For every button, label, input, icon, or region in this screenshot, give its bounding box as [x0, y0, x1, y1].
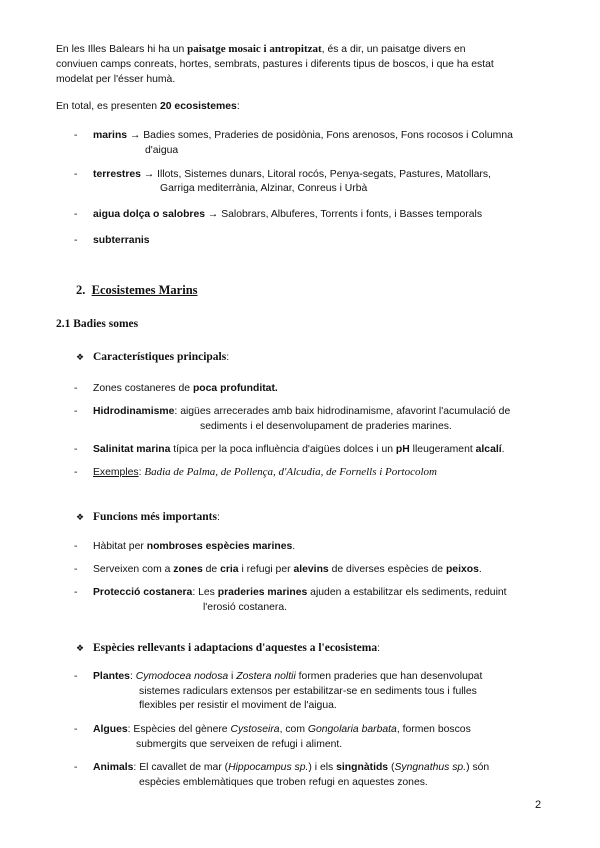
- list-item-continuation: submergits que serveixen de refugi i aliment.: [136, 739, 343, 750]
- list-dash: -: [74, 564, 78, 575]
- list-item: Hidrodinamisme: aigües arrecerades amb baix hidrodinamisme, afavorint l'acumulació de: [93, 406, 511, 417]
- list-item-continuation: flexibles per resistir el moviment de l'aigua.: [139, 700, 337, 711]
- list-dash: -: [74, 444, 78, 455]
- list-item: subterranis: [93, 235, 150, 246]
- intro-text: , és a dir, un paisatge divers en: [321, 44, 466, 55]
- list-dash: -: [74, 587, 78, 598]
- list-dash: -: [74, 762, 78, 773]
- list-item: Plantes: Cymodocea nodosa i Zostera noltii formen praderies que han desenvolupat: [93, 671, 483, 682]
- list-item: Algues: Espècies del gènere Cystoseira, com Gongolaria barbata, formen boscos: [93, 724, 471, 735]
- list-item: Hàbitat per nombroses espècies marines.: [93, 541, 296, 552]
- diamond-bullet-icon: ❖: [76, 512, 85, 522]
- list-dash: -: [74, 724, 78, 735]
- list-dash: -: [74, 541, 78, 552]
- list-dash: -: [74, 383, 78, 394]
- list-item: Salinitat marina típica per la poca influència d'aigües dolces i un pH lleugerament alcalí.: [93, 444, 505, 455]
- list-dash: -: [74, 169, 78, 180]
- subheading-funcions: Funcions més importants:: [93, 511, 220, 523]
- list-item-continuation: sistemes radiculars extensos per estabilitzar-se en sediments tous i fulles: [139, 686, 477, 697]
- page-number: 2: [535, 799, 542, 811]
- list-item: aigua dolça o salobres → Salobrars, Albuferes, Torrents i fonts, i Basses temporals: [93, 209, 483, 220]
- intro-text: En les Illes Balears hi ha un: [56, 44, 188, 55]
- list-item-continuation: sediments i el desenvolupament de praderies marines.: [200, 421, 452, 432]
- list-item: terrestres → Illots, Sistemes dunars, Litoral rocós, Penya-segats, Pastures, Matollars,: [93, 169, 491, 180]
- list-dash: -: [74, 671, 78, 682]
- subsection-heading: 2.1 Badies somes: [56, 318, 139, 330]
- list-item-continuation: Garriga mediterrània, Alzinar, Conreus i Urbà: [160, 183, 368, 194]
- list-item-continuation: d'aigua: [145, 145, 179, 156]
- list-dash: -: [74, 467, 78, 478]
- subheading-especies: Espècies rellevants i adaptacions d'aquestes a l'ecosistema:: [93, 642, 380, 654]
- intro-line: modelat per l'ésser humà.: [56, 74, 176, 85]
- list-dash: -: [74, 406, 78, 417]
- list-item: Protecció costanera: Les praderies marines ajuden a estabilitzar els sediments, reduint: [93, 587, 507, 598]
- diamond-bullet-icon: ❖: [76, 643, 85, 653]
- intro-paragraph: [56, 42, 546, 87]
- intro-highlight: paisatge mosaic i antropitzat: [187, 43, 322, 55]
- list-dash: -: [74, 209, 78, 220]
- intro-line: conviuen camps conreats, hortes, sembrats, pastures i diferents tipus de boscos, i que ha estat: [56, 59, 494, 70]
- list-dash: -: [74, 130, 78, 141]
- list-item: Exemples: Badia de Palma, de Pollença, d'Alcudia, de Fornells i Portocolom: [93, 466, 437, 478]
- list-item: marins → Badies somes, Praderies de posidònia, Fons arenosos, Fons rocosos i Columna: [93, 130, 513, 141]
- list-item-continuation: espècies emblemàtiques que troben refugi en aquestes zones.: [139, 777, 428, 788]
- subheading-caracteristiques: Característiques principals:: [93, 351, 230, 363]
- list-item-continuation: l'erosió costanera.: [203, 602, 287, 613]
- diamond-bullet-icon: ❖: [76, 352, 85, 362]
- section-heading: 2. Ecosistemes Marins: [76, 283, 198, 297]
- list-item: Animals: El cavallet de mar (Hippocampus sp.) i els singnàtids (Syngnathus sp.) són: [93, 762, 490, 773]
- list-dash: -: [74, 235, 78, 246]
- list-item: Serveixen com a zones de cria i refugi per alevins de diverses espècies de peixos.: [93, 564, 482, 575]
- list-item: Zones costaneres de poca profunditat.: [93, 383, 278, 394]
- total-line: En total, es presenten 20 ecosistemes:: [56, 101, 240, 112]
